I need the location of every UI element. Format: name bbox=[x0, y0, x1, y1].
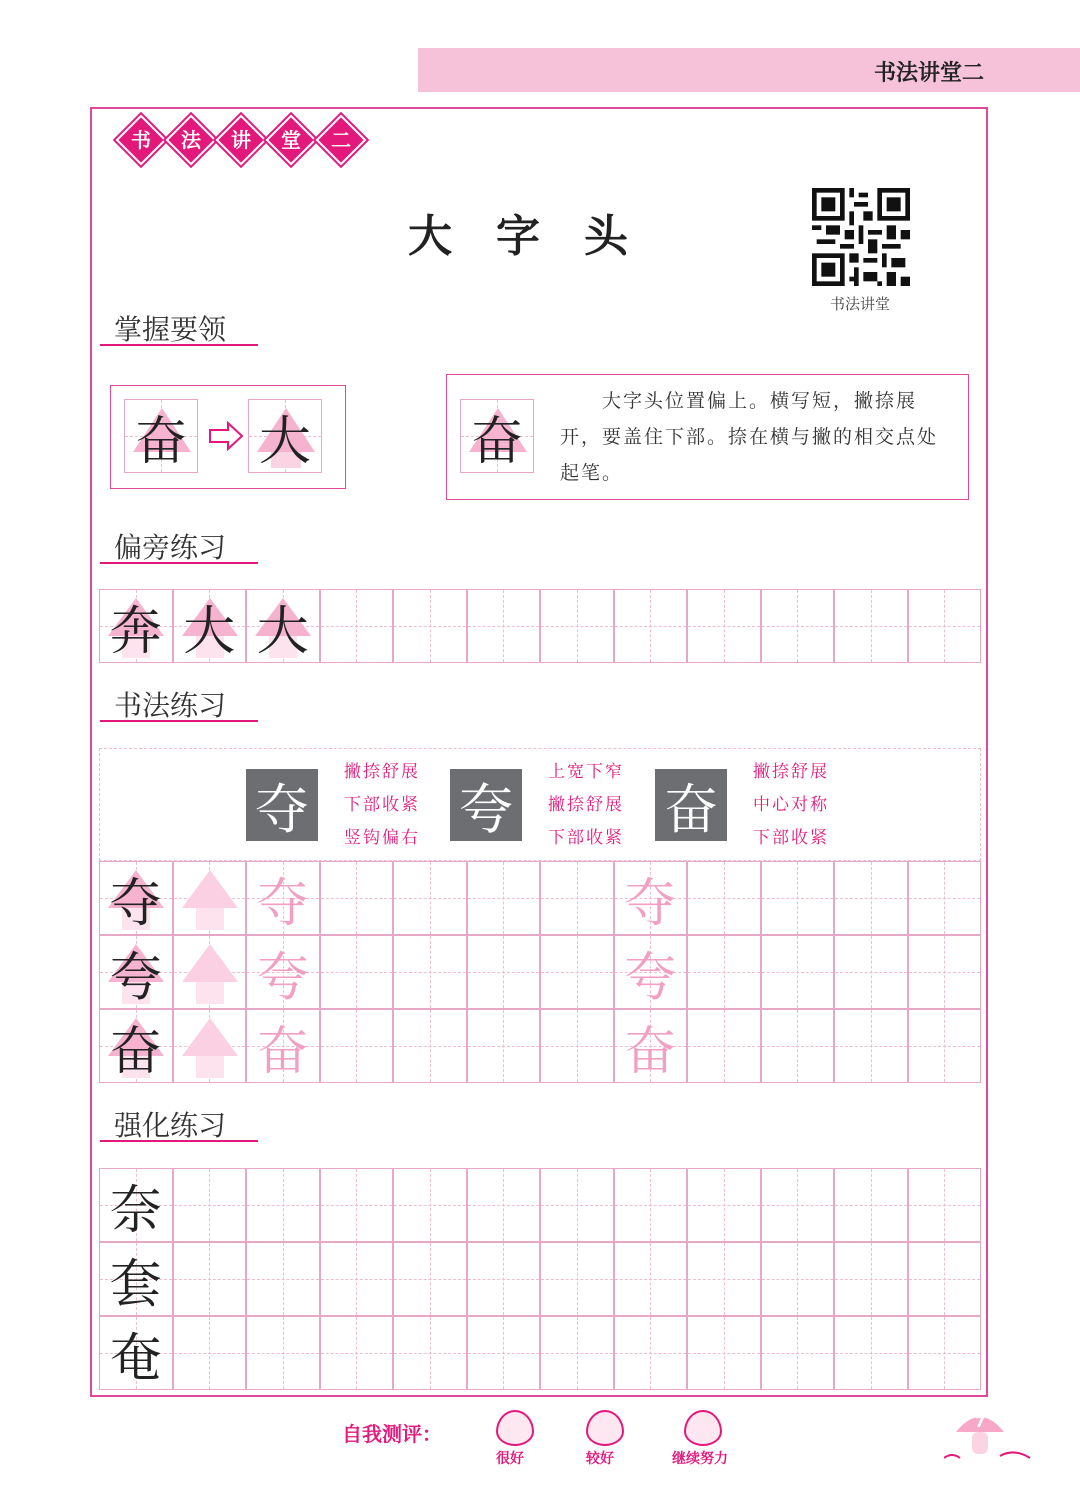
grid-cell[interactable] bbox=[761, 1009, 835, 1083]
grid-cell[interactable] bbox=[540, 1009, 614, 1083]
section-underline bbox=[100, 720, 258, 722]
note-line: 撇捺舒展 bbox=[753, 762, 829, 782]
grid-cell[interactable] bbox=[99, 861, 173, 935]
grid-cell[interactable] bbox=[834, 1168, 908, 1242]
note-line: 撇捺舒展 bbox=[548, 795, 624, 815]
badge-diamond bbox=[119, 118, 163, 162]
grid-cell[interactable] bbox=[614, 1316, 688, 1390]
grid-cell[interactable] bbox=[173, 861, 247, 935]
badge-char: 堂 bbox=[281, 128, 301, 152]
self-evaluation-label: 自我测评： bbox=[342, 1422, 442, 1446]
grid-cell[interactable] bbox=[173, 1168, 247, 1242]
note-line: 竖钩偏右 bbox=[344, 828, 420, 848]
radical-practice-grid bbox=[99, 589, 981, 663]
grid-cell[interactable] bbox=[467, 1316, 541, 1390]
grid-cell[interactable] bbox=[761, 935, 835, 1009]
grid-char: 奋 bbox=[109, 1021, 162, 1082]
section-underline bbox=[100, 562, 258, 564]
rating-label: 较好 bbox=[586, 1451, 614, 1467]
grid-cell[interactable] bbox=[393, 1168, 467, 1242]
grid-cell[interactable] bbox=[99, 1316, 173, 1390]
grid-char: 夺 bbox=[109, 873, 162, 934]
grid-char: 夸 bbox=[109, 947, 162, 1008]
grid-char: 奄 bbox=[109, 1328, 162, 1389]
grid-cell[interactable] bbox=[761, 1316, 835, 1390]
qr-caption: 书法讲堂 bbox=[829, 295, 890, 313]
section-title-reinforcement: 强化练习 bbox=[114, 1109, 227, 1142]
grid-cell[interactable] bbox=[393, 1242, 467, 1316]
grid-cell[interactable] bbox=[99, 1242, 173, 1316]
note-line: 下部收紧 bbox=[753, 828, 829, 848]
grid-cell[interactable] bbox=[320, 589, 394, 663]
grid-cell[interactable] bbox=[614, 1168, 688, 1242]
section-underline bbox=[100, 344, 258, 346]
grid-cell[interactable] bbox=[320, 1009, 394, 1083]
section-title-radical-practice: 偏旁练习 bbox=[114, 531, 227, 564]
grid-cell[interactable] bbox=[908, 1168, 982, 1242]
grid-cell[interactable] bbox=[614, 1009, 688, 1083]
sad-face-icon[interactable] bbox=[684, 1410, 722, 1446]
grid-cell[interactable] bbox=[246, 1168, 320, 1242]
grid-cell[interactable] bbox=[614, 861, 688, 935]
badge-char: 书 bbox=[131, 128, 151, 152]
grid-cell[interactable] bbox=[99, 1009, 173, 1083]
grid-char: 奋 bbox=[624, 1021, 677, 1082]
badge-diamond bbox=[219, 118, 263, 162]
arrow-right-icon bbox=[208, 421, 244, 451]
grid-cell[interactable] bbox=[246, 1316, 320, 1390]
badge-char: 二 bbox=[331, 128, 351, 152]
grid-cell[interactable] bbox=[540, 1242, 614, 1316]
model-char: 夺 bbox=[246, 769, 318, 841]
page-title: 大字头 bbox=[408, 211, 672, 262]
grid-char: 夺 bbox=[256, 873, 309, 934]
grid-cell[interactable] bbox=[467, 1009, 541, 1083]
note-line: 上宽下窄 bbox=[548, 762, 624, 782]
grid-cell[interactable] bbox=[540, 861, 614, 935]
grid-cell[interactable] bbox=[614, 589, 688, 663]
grid-cell[interactable] bbox=[834, 1316, 908, 1390]
grid-cell[interactable] bbox=[173, 1316, 247, 1390]
grid-cell[interactable] bbox=[173, 1242, 247, 1316]
grid-cell[interactable] bbox=[761, 1168, 835, 1242]
explanation-text bbox=[560, 383, 955, 491]
demo-char: 奋 bbox=[134, 411, 187, 472]
grid-cell[interactable] bbox=[320, 1168, 394, 1242]
grid-cell[interactable] bbox=[467, 935, 541, 1009]
rating-label: 继续努力 bbox=[672, 1451, 728, 1467]
grid-cell[interactable] bbox=[540, 935, 614, 1009]
grid-cell[interactable] bbox=[687, 1242, 761, 1316]
neutral-face-icon[interactable] bbox=[586, 1410, 624, 1446]
grid-cell[interactable] bbox=[687, 1316, 761, 1390]
grid-cell[interactable] bbox=[246, 589, 320, 663]
grid-cell[interactable] bbox=[908, 589, 982, 663]
note-line: 中心对称 bbox=[753, 795, 829, 815]
grid-cell[interactable] bbox=[761, 861, 835, 935]
grid-char: 奔 bbox=[109, 601, 162, 662]
grid-cell[interactable] bbox=[540, 1316, 614, 1390]
grid-cell[interactable] bbox=[761, 1242, 835, 1316]
grid-cell[interactable] bbox=[687, 1168, 761, 1242]
section-title-key-points: 掌握要领 bbox=[114, 313, 227, 346]
header-title: 书法讲堂二 bbox=[873, 61, 984, 86]
demo-cell bbox=[124, 399, 198, 473]
note-line: 撇捺舒展 bbox=[344, 762, 420, 782]
grid-cell[interactable] bbox=[393, 589, 467, 663]
section-underline bbox=[100, 1140, 258, 1142]
model-char: 奋 bbox=[655, 769, 727, 841]
grid-cell[interactable] bbox=[687, 1009, 761, 1083]
grid-cell[interactable] bbox=[393, 1009, 467, 1083]
grid-char: 奋 bbox=[256, 1021, 309, 1082]
grid-cell[interactable] bbox=[246, 1009, 320, 1083]
grid-cell[interactable] bbox=[173, 1009, 247, 1083]
grid-cell[interactable] bbox=[467, 1242, 541, 1316]
section-title-calligraphy-practice: 书法练习 bbox=[114, 689, 227, 722]
grid-char: 夺 bbox=[624, 873, 677, 934]
grid-cell[interactable] bbox=[614, 1242, 688, 1316]
grid-cell[interactable] bbox=[908, 935, 982, 1009]
grid-cell[interactable] bbox=[540, 589, 614, 663]
rating-label: 很好 bbox=[496, 1451, 524, 1467]
grid-cell[interactable] bbox=[540, 1168, 614, 1242]
grid-cell[interactable] bbox=[393, 1316, 467, 1390]
grid-cell[interactable] bbox=[320, 935, 394, 1009]
grid-char: 大 bbox=[256, 601, 309, 662]
grid-cell[interactable] bbox=[834, 1009, 908, 1083]
qr-code-icon[interactable] bbox=[812, 188, 910, 286]
header-bar bbox=[418, 48, 1080, 92]
grid-cell[interactable] bbox=[687, 935, 761, 1009]
grid-char: 套 bbox=[109, 1254, 162, 1315]
grid-cell[interactable] bbox=[834, 935, 908, 1009]
grid-cell[interactable] bbox=[467, 1168, 541, 1242]
grid-cell[interactable] bbox=[320, 1242, 394, 1316]
grid-cell[interactable] bbox=[246, 935, 320, 1009]
badge-diamond bbox=[169, 118, 213, 162]
grid-cell[interactable] bbox=[393, 935, 467, 1009]
grid-cell[interactable] bbox=[834, 1242, 908, 1316]
model-notes bbox=[344, 756, 420, 855]
explanation-text-content: 大字头位置偏上。横写短，撇捺展开，要盖住下部。捺在横与撇的相交点处起笔。 bbox=[560, 390, 939, 484]
demo-char: 奋 bbox=[470, 411, 523, 472]
demo-cell bbox=[248, 399, 322, 473]
grid-cell[interactable] bbox=[99, 589, 173, 663]
grid-cell[interactable] bbox=[687, 589, 761, 663]
note-line: 下部收紧 bbox=[344, 795, 420, 815]
grid-cell[interactable] bbox=[99, 1168, 173, 1242]
model-panel bbox=[99, 748, 981, 861]
grid-char: 大 bbox=[183, 601, 236, 662]
grid-cell[interactable] bbox=[908, 1316, 982, 1390]
reinforcement-grid bbox=[99, 1168, 981, 1390]
grid-cell[interactable] bbox=[246, 861, 320, 935]
model-notes bbox=[548, 756, 624, 855]
grid-cell[interactable] bbox=[908, 1009, 982, 1083]
grid-cell[interactable] bbox=[320, 861, 394, 935]
grid-char: 夸 bbox=[624, 947, 677, 1008]
grid-cell[interactable] bbox=[173, 589, 247, 663]
smile-face-icon[interactable] bbox=[496, 1410, 534, 1446]
note-line: 下部收紧 bbox=[548, 828, 624, 848]
demo-cell bbox=[460, 399, 534, 473]
grid-cell[interactable] bbox=[246, 1242, 320, 1316]
grid-cell[interactable] bbox=[908, 861, 982, 935]
model-notes bbox=[753, 756, 829, 855]
grid-cell[interactable] bbox=[467, 589, 541, 663]
grid-cell[interactable] bbox=[320, 1316, 394, 1390]
calligraphy-practice-grid bbox=[99, 861, 981, 1083]
badge-char: 法 bbox=[181, 128, 201, 152]
grid-cell[interactable] bbox=[761, 589, 835, 663]
grid-cell[interactable] bbox=[834, 861, 908, 935]
grid-cell[interactable] bbox=[99, 935, 173, 1009]
grid-cell[interactable] bbox=[834, 589, 908, 663]
grid-cell[interactable] bbox=[687, 861, 761, 935]
grid-cell[interactable] bbox=[173, 935, 247, 1009]
grid-cell[interactable] bbox=[614, 935, 688, 1009]
badge-diamond bbox=[269, 118, 313, 162]
page-number: 7 bbox=[974, 1413, 986, 1431]
grid-cell[interactable] bbox=[393, 861, 467, 935]
grid-char: 夸 bbox=[256, 947, 309, 1008]
badge-char: 讲 bbox=[231, 128, 251, 152]
grid-char: 奈 bbox=[109, 1180, 162, 1241]
grid-cell[interactable] bbox=[467, 861, 541, 935]
demo-char: 大 bbox=[258, 411, 311, 472]
badge-diamond bbox=[319, 118, 363, 162]
model-char: 夸 bbox=[450, 769, 522, 841]
grid-cell[interactable] bbox=[908, 1242, 982, 1316]
